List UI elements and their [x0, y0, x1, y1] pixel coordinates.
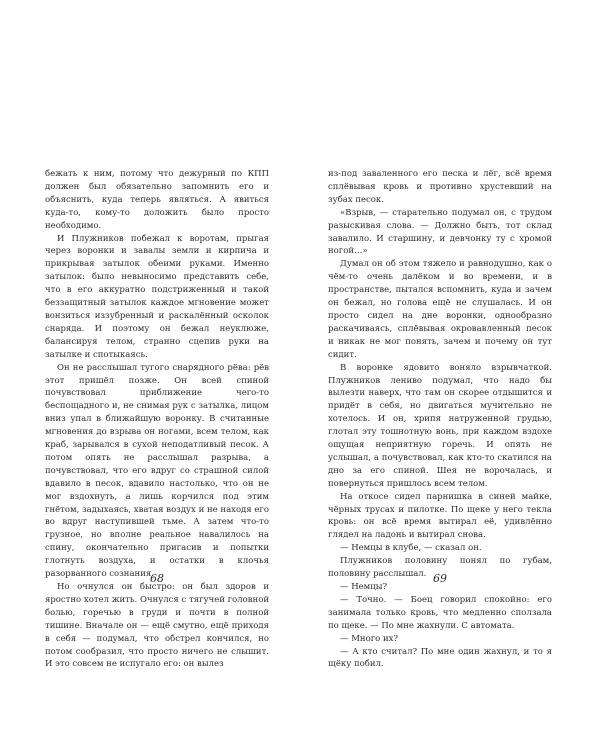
- paragraph: Думал он об этом тяжело и равнодушно, как о чём-то очень далёком и во времени, и в пространстве, пытался вспомнить, куда и зачем он бежал, но голова ещё не слушалась. И он просто сидел на дне воронки, однообразно раскачиваясь, сплёвывая окровавленный песок и никак не мог понять, зачем и почему он тут сидит.: [328, 259, 552, 360]
- dialogue-line: — Немцы?: [340, 582, 388, 592]
- paragraph: И Плужников побежал к воротам, прыгая через воронки и завалы земли и кирпича и прикрывая затылок обеими руками. Именно затылок: было невыносимо представить себе, что в его аккуратно подстриженный и такой беззащитный затылок каждое мгновение может вонзиться иззубренный и раскалённый осколок снаряда. И поэтому он бежал неуклюже, балансируя телом, странно сцепив руки на затылке и спотыкаясь.: [45, 233, 269, 360]
- paragraph: Он не расслышал тугого снарядного рёва: рёв этот пришёл позже. Он всей спиной почувствовал приближение чего-то беспощадного и, не снимая рук с затылка, лицом вниз упал в ближайшую воронку. В считанные мгновения до взрыва он ногами, всем телом, как краб, зарывался в сухой неподатливый песок. А потом опять не расслышал разрыва, а почувствовал, что его вдруг со страшной силой вдавило в песок, вдавило настолько, что он не мог вздохнуть, а лишь корчился под этим гнётом, задыхаясь, хватая воздух и не находя его во вдруг наступившей тьме. А затем что-то грузное, но вполне реальное навалилось на спину, окончательно пригасив и попытки глотнуть воздуха, и остатки в клочья разорванного сознания.: [45, 362, 269, 580]
- dialogue-line: — Немцы в клубе, — сказал он.: [340, 543, 482, 554]
- left-page-text: [45, 168, 269, 671]
- paragraph: бежать к ним, потому что дежурный по КПП должен был обязательно запомнить его и объяснить, куда теперь являться. А явиться куда-то, кому-то доложить было просто необходимо.: [45, 169, 269, 231]
- paragraph: «Взрыв, — старательно подумал он, с трудом разыскивая слова. — Должно быть, тот склад завалило. И старшину, и девчонку ту с хромой ногой…»: [328, 207, 552, 257]
- paragraph: В воронке ядовито воняло взрывчаткой. Плужников лениво подумал, что надо бы вылезти наверх, что там он скорее отдышится и придёт в себя, но двигаться мучительно не хотелось. И он, хрипя натруженной грудью, глотал эту тошнотную вонь, при каждом вздохе ощущая неприятную горечь. И опять не услышал, а почувствовал, как кто-то скатился на дно за его спиной. Шея не ворочалась, и повернуться пришлось всем телом.: [328, 362, 552, 489]
- page-number-right: 69: [433, 572, 447, 585]
- dialogue-line: — А кто считал? По мне один жахнул, и то я щёку побил.: [328, 646, 552, 670]
- dialogue-line: — Много их?: [340, 633, 398, 644]
- paragraph: Плужников половину понял по губам, половину расслышал.: [328, 556, 552, 580]
- dialogue-line: — Точно. — Боец говорил спокойно: его занимала только кровь, что медленно сползала по щеке. — По мне жахнули. С автомата.: [328, 594, 552, 631]
- page-number-left: 68: [150, 572, 164, 585]
- right-page: [300, 0, 600, 750]
- paragraph: На откосе сидел парнишка в синей майке, чёрных трусах и пилотке. По щеке у него текла кровь: он всё время вытирал её, удивлённо глядел на ладонь и вытирал снова.: [328, 491, 552, 541]
- right-page-text: [328, 168, 552, 671]
- paragraph: Но очнулся он быстро: он был здоров и яростно хотел жить. Очнулся с тягучей головной болью, горечью в груди и почти в полной тишине. Вначале он — ещё смутно, ещё приходя в себя — подумал, что обстрел кончился, но потом сообразил, что просто ничего не слышит. И это совсем не испугало его: он вылез: [45, 582, 269, 670]
- paragraph: из-под заваленного его песка и лёг, всё время сплёвывая кровь и противно хрустевший на зубах песок.: [328, 169, 552, 205]
